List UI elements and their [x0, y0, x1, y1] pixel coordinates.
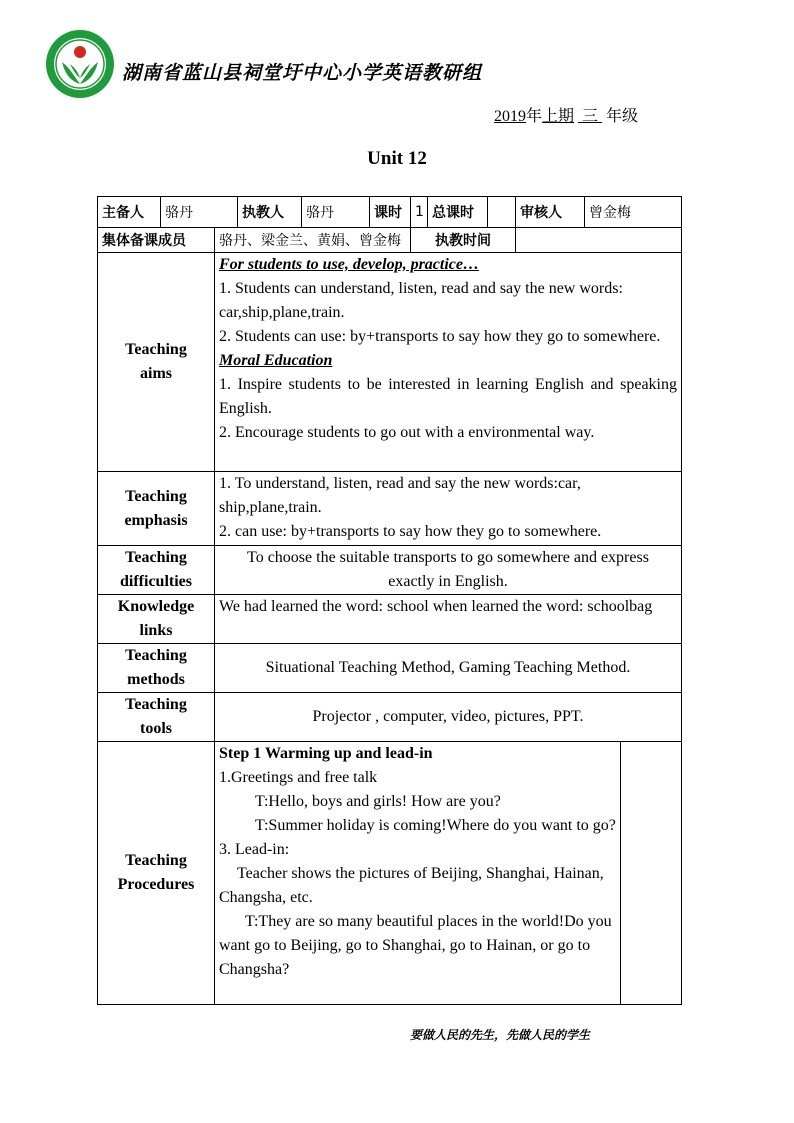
lead-in-line: 3. Lead-in:	[219, 841, 290, 858]
knowledge-links-label: Knowledge links	[98, 595, 215, 644]
row-teaching-aims	[98, 253, 682, 472]
row-teaching-difficulties	[98, 546, 682, 595]
aims-item-4: 2. Encourage students to go out with a environmental way.	[219, 424, 595, 441]
meta-row-2	[98, 228, 682, 253]
teaching-aims-label: Teaching aims	[98, 253, 215, 472]
teacher-value: 骆丹	[302, 197, 370, 228]
teaching-methods-content: Situational Teaching Method, Gaming Teaching Method.	[215, 644, 682, 693]
members-value: 骆丹、梁金兰、黄娟、曾金梅	[215, 228, 411, 253]
teacher-label: 执教人	[238, 197, 302, 228]
term-year-suffix: 年	[526, 108, 543, 125]
row-teaching-emphasis	[98, 472, 682, 546]
emphasis-item-1: 1. To understand, listen, read and say the new words:car, ship,plane,train.	[219, 475, 581, 516]
time-value	[516, 228, 682, 253]
school-logo-icon	[44, 28, 116, 100]
teaching-procedures-content	[215, 742, 621, 1005]
teaching-emphasis-content	[215, 472, 682, 546]
time-label: 执教时间	[411, 228, 516, 253]
knowledge-links-content: We had learned the word: school when learned the word: schoolbag	[215, 595, 682, 644]
row-teaching-tools	[98, 693, 682, 742]
term-grade: 三	[582, 108, 599, 125]
period-value: 1	[411, 197, 428, 228]
pictures-line: Teacher shows the pictures of Beijing, Shanghai, Hainan, Changsha, etc.	[219, 865, 604, 906]
period-label: 课时	[370, 197, 411, 228]
unit-title: Unit 12	[367, 148, 427, 169]
teaching-emphasis-label: Teaching emphasis	[98, 472, 215, 546]
term-year: 2019	[494, 108, 526, 125]
term-line	[494, 103, 638, 126]
teaching-tools-content: Projector , computer, video, pictures, PPT.	[215, 693, 682, 742]
footer-motto: 要做人民的先生，先做人民的学生	[410, 1028, 591, 1042]
emphasis-item-2: 2. can use: by+transports to say how they go to somewhere.	[219, 523, 602, 540]
teaching-methods-label: Teaching methods	[98, 644, 215, 693]
teaching-aims-content	[215, 253, 682, 472]
step-1-heading: Step 1 Warming up and lead-in	[219, 745, 433, 762]
total-period-label: 总课时	[428, 197, 488, 228]
aims-item-2: 2. Students can use: by+transports to say how they go to somewhere.	[219, 328, 661, 345]
term-semester: 上期	[542, 108, 575, 125]
preparer-label: 主备人	[98, 197, 161, 228]
aims-item-3: 1. Inspire students to be interested in learning English and speaking English.	[219, 376, 677, 417]
teaching-difficulties-content: To choose the suitable transports to go somewhere and express exactly in English.	[215, 546, 682, 595]
dialogue-line-1: T:Hello, boys and girls! How are you?	[255, 793, 501, 810]
term-grade-label: 年级	[606, 108, 639, 125]
teaching-procedures-label: Teaching Procedures	[98, 742, 215, 1005]
dialogue-line-3: T:They are so many beautiful places in the world!Do you want go to Beijing, go to Shanghai, go to Hainan, or go to Changsha?	[219, 913, 612, 978]
teaching-difficulties-label: Teaching difficulties	[98, 546, 215, 595]
lesson-plan-table	[97, 196, 682, 1005]
total-period-value	[488, 197, 516, 228]
meta-row-1	[98, 197, 682, 228]
moral-education-heading: Moral Education	[219, 352, 333, 369]
members-label: 集体备课成员	[98, 228, 215, 253]
page-header	[44, 28, 764, 100]
teaching-tools-label: Teaching tools	[98, 693, 215, 742]
row-teaching-methods	[98, 644, 682, 693]
row-teaching-procedures	[98, 742, 682, 1005]
preparer-value: 骆丹	[161, 197, 238, 228]
greetings-line: 1.Greetings and free talk	[219, 769, 378, 786]
reviewer-value: 曾金梅	[585, 197, 682, 228]
aims-item-1: 1. Students can understand, listen, read and say the new words: car,ship,plane,train.	[219, 280, 623, 321]
school-name: 湖南省蓝山县祠堂圩中心小学英语教研组	[122, 62, 483, 84]
reviewer-label: 审核人	[516, 197, 585, 228]
procedures-notes-cell	[621, 742, 682, 1005]
row-knowledge-links	[98, 595, 682, 644]
dialogue-line-2: T:Summer holiday is coming!Where do you want to go?	[255, 817, 616, 834]
aims-heading: For students to use, develop, practice…	[219, 256, 479, 273]
